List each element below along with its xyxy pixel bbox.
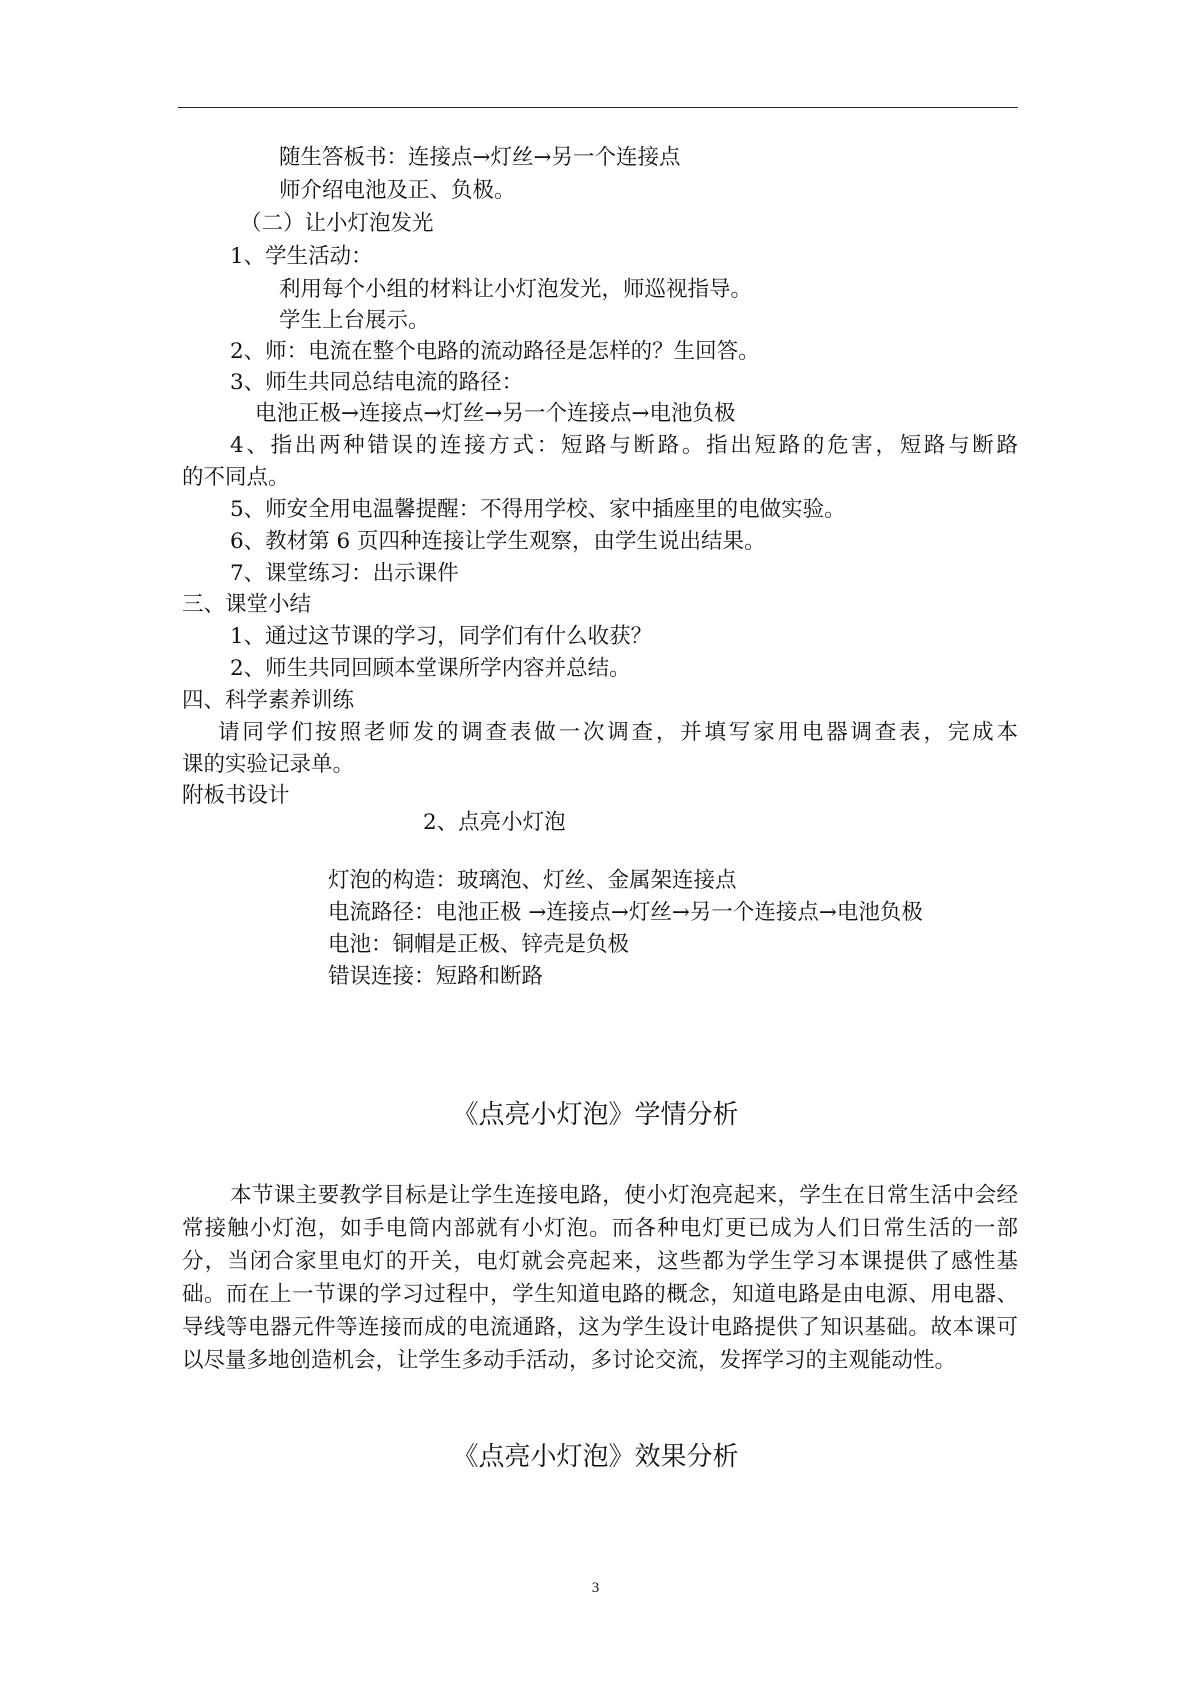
analysis-title: 《点亮小灯泡》学情分析 (452, 1100, 739, 1130)
page-number: 3 (591, 1580, 600, 1596)
section-heading: 三、课堂小结 (182, 592, 312, 617)
text-line: 5、师安全用电温馨提醒：不得用学校、家中插座里的电做实验。 (230, 497, 846, 522)
board-title: 2、点亮小灯泡 (423, 810, 566, 835)
text-line: 2、师：电流在整个电路的流动路径是怎样的？生回答。 (230, 339, 760, 364)
text-line: 3、师生共同总结电流的路径： (230, 370, 524, 395)
text-line: 课的实验记录单。 (182, 752, 355, 777)
text-line: 师介绍电池及正、负极。 (279, 178, 516, 203)
text-line: 1、学生活动： (230, 244, 373, 269)
text-line: 7、课堂练习：出示课件 (230, 561, 459, 586)
section-heading: 四、科学素养训练 (182, 688, 355, 713)
text-line: 4、指出两种错误的连接方式：短路与断路。指出短路的危害，短路与断路 (230, 433, 1018, 458)
analysis-body: 本节课主要教学目标是让学生连接电路，使小灯泡亮起来，学生在日常生活中会经常接触小灯泡，如手电筒内部就有小灯泡。而各种电灯更已成为人们日常生活的一部分，当闭合家里电灯的开关，电灯就会亮起来，这些都为学生学习本课提供了感性基础。而在上一节课的学习过程中，学生知道电路的概念，知道电路是由电源、用电器、导线等电器元件等连接而成的电流通路，这为学生设计电路提供了知识基础。故本课可以尽量多地创造机会，让学生多动手活动，多讨论交流，发挥学习的主观能动性。 (182, 1183, 1018, 1373)
text-line: 6、教材第 6 页四种连接让学生观察，由学生说出结果。 (230, 529, 766, 554)
text-line: 学生上台展示。 (279, 308, 430, 333)
text-line: 利用每个小组的材料让小灯泡发光，师巡视指导。 (279, 277, 753, 302)
text-line: 电池正极→连接点→灯丝→另一个连接点→电池负极 (255, 401, 736, 426)
section-heading: （二）让小灯泡发光 (240, 211, 434, 236)
text-line: 1、通过这节课的学习，同学们有什么收获？ (230, 624, 653, 649)
board-item: 电池：铜帽是正极、锌壳是负极 (328, 932, 630, 957)
text-line: 随生答板书：连接点→灯丝→另一个连接点 (279, 145, 681, 170)
text-line: 附板书设计 (182, 783, 290, 808)
text-line: 2、师生共同回顾本堂课所学内容并总结。 (230, 656, 631, 681)
board-item: 灯泡的构造：玻璃泡、灯丝、金属架连接点 (328, 868, 737, 893)
text-line: 的不同点。 (182, 465, 290, 490)
effect-title: 《点亮小灯泡》效果分析 (452, 1442, 739, 1472)
text-line: 请同学们按照老师发的调查表做一次调查，并填写家用电器调查表，完成本 (218, 720, 1018, 745)
board-item: 电流路径：电池正极 →连接点→灯丝→另一个连接点→电池负极 (328, 900, 923, 925)
header-rule (178, 107, 1018, 108)
board-item: 错误连接：短路和断路 (328, 964, 544, 989)
